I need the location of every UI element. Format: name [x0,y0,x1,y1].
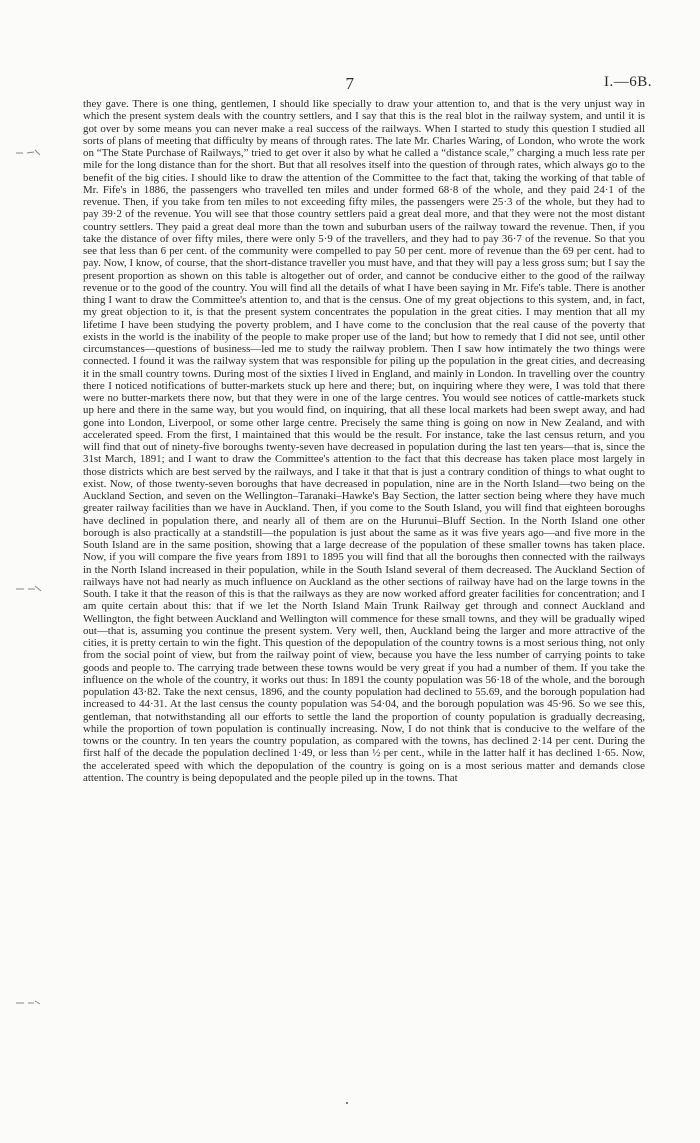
body-paragraph: they gave. There is one thing, gentlemen, I should like specially to draw your attention to, and that is the very unjust way in which the present system deals with the country settlers, and I say that this is the real blot in the railway system, and until it is got over by some means you can never make a real success of the railways. When I started to study this question I studied all sorts of plans of meeting that difficulty by means of through rates. The late Mr. Charles Waring, of London, who wrote the work on “The State Purchase of Railways,” tried to get over it also by what he called a “distance scale,” charging a much less rate per mile for the long distance than for the short. But that all resolves itself into the question of through rates, which always go to the benefit of the big cities. I should like to draw the attention of the Committee to the fact that, taking the working of that table of Mr. Fife's in 1886, the passengers who travelled ten miles and under formed 68·8 of the whole, and they paid 24·1 of the revenue. Then, if you take from ten miles to not exceeding fifty miles, the passengers were 25·3 of the whole, but they had to pay 39·2 of the revenue. You will see that those country settlers paid a great deal more, and that they were not the most distant country settlers. They paid a great deal more than the town and suburban users of the railway toward the revenue. Then, if you take the distance of over fifty miles, there were only 5·9 of the travellers, and they had to pay 36·7 of the revenue. So that you see that less than 6 per cent. of the community were compelled to pay 50 per cent. more of revenue than the 69 per cent. had to pay. Now, I know, of course, that the short-distance traveller you must have, and that they will pay a less gross sum; but I say the present proportion as shown on this table is altogether out of order, and cannot be conducive either to the good of the railway revenue or to the good of the country. You will find all the details of what I have been saying in Mr. Fife's table. There is another thing I want to draw the Committee's attention to, and that is the census. One of my great objections to this system, and, in fact, my great objection to it, is that the present system concentrates the population in the great cities. I may mention that all my lifetime I have been studying the poverty problem, and I have come to the conclusion that the real cause of the poverty that exists in the world is the inability of the people to make proper use of the land; but how to remedy that I did not see, until other circumstances—questions of business—led me to study the railway problem. Then I saw how intimately the two things were connected. I found it was the railway system that was responsible for piling up the population in the great cities, and decreasing it in the small country towns. During most of the sixties I lived in England, and mainly in London. In travelling over the country there I noticed notifications of butter-markets stuck up here and there; but, on inquiring where they were, I was told that there were no butter-markets there now, but that they were in one of the large centres. You would see notices of cattle-markets stuck up here and there in the same way, but you would find, on inquiring, that all these local markets had been swept away, and had gone into London, Liverpool, or some other large centre. Precisely the same thing is going on now in New Zealand, and with accelerated speed. From the first, I maintained that this would be the result. For instance, take the last census return, and you will find that out of ninety-five boroughs twenty-seven have decreased in population during the last ten years—that is, since the 31st March, 1891; and I want to draw the Committee's attention to the fact that this decrease has taken place most largely in those districts which are best served by the railways, and I take it that that is just a contrary condition of things to what ought to exist. Now, of those twenty-seven boroughs that have decreased in population, nine are in the North Island—two being on the Auckland Section, and seven on the Wellington–Taranaki–Hawke's Bay Section, the latter section being where they have much greater railway facilities than we have in Auckland. Then, if you come to the South Island, you will find that eighteen boroughs have declined in population there, and nearly all of them are on the Hurunui–Bluff Section. In the North Island one other borough is also practically at a standstill—the population is just about the same as it was five years ago—and five more in the South Island are in the same position, showing that a large decrease of the population of these smaller towns has taken place. Now, if you will compare the five years from 1891 to 1895 you will find that all the boroughs then connected with the railways in the North Island increased in their population, while in the South Island several of them decreased. The Auckland Section of railways have not had nearly as much influence on Auckland as the other sections of railway have had on the large towns in the South. I take it that the reason of this is that the railways as they are now worked afford greater facilities for concentration; and I am quite certain about this: that if we let the North Island Main Trunk Railway get through and connect Auckland and Wellington, the fight between Auckland and Wellington will commence for these small towns, and they will be gradually wiped out—that is, assuming you continue the present system. Very well, then, Auckland being the larger and more attractive of the cities, it is pretty certain to win the fight. This question of the depopulation of the country towns is a most serious thing, not only from the social point of view, but from the railway point of view, because you have the less number of carrying points to take goods and people to. The carrying trade between these towns would be very great if you had a number of them. If you take the influence on the whole of the country, it works out thus: In 1891 the county population was 56·18 of the whole, and the borough population 43·82. Take the next census, 1896, and the county population had declined to 55.69, and the borough population had increased to 44·31. At the last census the county population was 54·04, and the borough population was 45·96. So we see this, gentleman, that notwithstanding all our efforts to settle the land the proportion of county population is gradually decreasing, while the proportion of town population is continually increasing. Now, I do not think that is conducive to the welfare of the towns or the country. In ten years the country population, as compared with the towns, has declined 2·14 per cent. During the first half of the decade the population declined 1·49, or less than ½ per cent., while in the latter half it has declined 1·65. Now, the accelerated speed with which the depopulation of the country is going on is a most serious matter and demands close attention. The country is being depopulated and the people piled up in the towns. That [83,98,645,784]
document-reference: I.—6B. [604,74,652,90]
page-number: 7 [345,74,355,93]
bottom-speck [346,1102,348,1104]
margin-pencil-mark [14,996,54,1010]
margin-pencil-mark [14,146,54,160]
body-text [83,98,645,784]
margin-pencil-mark [14,582,54,596]
